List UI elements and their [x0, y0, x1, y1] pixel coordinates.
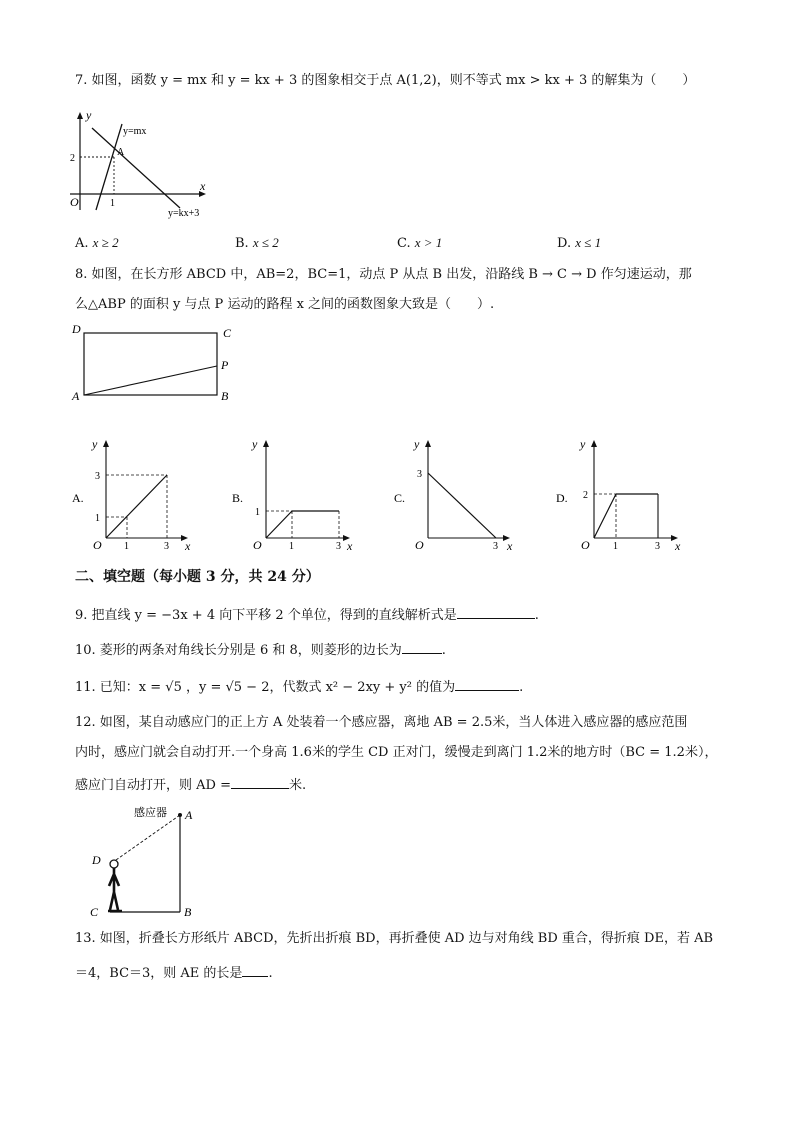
q13-text: ＝4，BC＝3，则 AE 的长是 — [75, 966, 243, 981]
q13-answer-blank[interactable] — [242, 963, 268, 977]
y-label: y — [92, 437, 98, 451]
point-b: B — [184, 905, 192, 919]
q10-question — [75, 640, 446, 660]
line-kx3 — [92, 128, 180, 208]
tick-y-1: 1 — [255, 507, 260, 518]
tick-y-3: 3 — [95, 471, 100, 482]
rectangle-abcd — [84, 333, 217, 395]
q12-answer-blank[interactable] — [231, 775, 289, 789]
origin-label: O — [253, 538, 262, 552]
tick-x-1: 1 — [110, 198, 115, 209]
q9-answer-blank[interactable] — [457, 605, 535, 619]
option-key: A. — [72, 491, 84, 505]
q9-text: 9. 把直线 y = −3x + 4 向下平移 2 个单位，得到的直线解析式是 — [75, 608, 457, 623]
option-key: A. — [75, 236, 89, 251]
vertex-b: B — [221, 389, 229, 403]
line-mx-label: y=mx — [123, 126, 147, 137]
q10-text: 10. 菱形的两条对角线长分别是 6 和 8，则菱形的边长为 — [75, 643, 402, 658]
graph-rise — [594, 494, 616, 538]
origin-label: O — [93, 538, 102, 552]
y-label: y — [414, 437, 420, 451]
x-label: x — [507, 539, 513, 553]
q8-question-line1: 8. 如图，在长方形 ABCD 中，AB=2，BC=1，动点 P 从点 B 出发，沿路线 B → C → D 作匀速运动，那 — [75, 267, 692, 282]
student-head — [110, 860, 118, 868]
q9-end: . — [534, 608, 539, 623]
graph-line — [106, 475, 167, 538]
q8-option-b-graph — [232, 436, 362, 554]
tick-y-1: 1 — [95, 513, 100, 524]
point-a-label: A — [117, 147, 125, 158]
vertex-d: D — [72, 322, 81, 336]
q12-question-line3 — [75, 775, 306, 795]
line-kx3-label: y=kx+3 — [168, 208, 200, 219]
point-p: P — [221, 358, 229, 372]
q13-question-line2 — [75, 963, 273, 983]
q12-question-line1: 12. 如图，某自动感应门的正上方 A 处装着一个感应器，离地 AB = 2.5米，当人体进入感应器的感应范围 — [75, 715, 688, 730]
q13-question-line1: 13. 如图，折叠长方形纸片 ABCD，先折出折痕 BD，再折叠使 AD 边与对角线 BD 重合，得折痕 DE，若 AB — [75, 931, 714, 946]
tick-x-1: 1 — [289, 541, 294, 552]
option-value: x ≥ 2 — [92, 235, 119, 250]
point-d: D — [92, 853, 101, 867]
segment-ap — [84, 366, 217, 395]
option-key: B. — [235, 236, 249, 251]
y-axis-arrow — [263, 440, 269, 447]
q7-graph — [70, 110, 210, 220]
tick-y-2: 2 — [70, 153, 75, 164]
option-key: C. — [397, 236, 411, 251]
q12-figure — [88, 800, 218, 920]
q11-text: 11. 已知：x = √5 ，y = √5 − 2，代数式 x² − 2xy + y² 的值为 — [75, 680, 456, 695]
q13-end: . — [268, 966, 273, 981]
q11-question — [75, 677, 523, 697]
option-value: x ≤ 2 — [252, 235, 279, 250]
x-label: x — [675, 539, 681, 553]
y-label: y — [580, 437, 586, 451]
q8-option-d-graph — [556, 436, 686, 554]
option-value: x > 1 — [414, 235, 443, 250]
y-axis-arrow — [591, 440, 597, 447]
y-axis-arrow — [103, 440, 109, 447]
q9-question — [75, 605, 539, 625]
tick-x-3: 3 — [164, 541, 169, 552]
sensor-range-dashed — [116, 815, 180, 860]
graph-rise — [266, 511, 292, 538]
q7-option-d — [557, 235, 601, 251]
q10-end: . — [441, 643, 446, 658]
point-a: A — [185, 808, 193, 822]
q11-answer-blank[interactable] — [455, 677, 519, 691]
q11-end: . — [519, 680, 524, 695]
q7-option-b — [235, 235, 279, 251]
tick-x-1: 1 — [613, 541, 618, 552]
option-value: x ≤ 1 — [575, 235, 602, 250]
option-key: B. — [232, 491, 244, 505]
line-mx — [96, 124, 122, 210]
tick-x-3: 3 — [655, 541, 660, 552]
q8-option-c-graph — [394, 436, 524, 554]
y-axis-arrow — [425, 440, 431, 447]
q12-text: 感应门自动打开，则 AD = — [75, 778, 231, 793]
origin-label: O — [581, 538, 590, 552]
q7-option-a — [75, 235, 119, 251]
sensor-label: 感应器 — [134, 807, 167, 819]
q7-option-c — [397, 235, 442, 251]
option-key: D. — [556, 491, 568, 505]
y-axis-arrow — [77, 112, 83, 119]
origin-label: O — [70, 195, 79, 209]
option-key: D. — [557, 236, 572, 251]
q8-question-line2: 么△ABP 的面积 y 与点 P 运动的路程 x 之间的函数图象大致是（ ）. — [75, 297, 495, 312]
tick-y-3: 3 — [417, 469, 422, 480]
tick-x-1: 1 — [124, 541, 129, 552]
graph-line — [428, 473, 496, 538]
tick-x-3: 3 — [336, 541, 341, 552]
student-body — [109, 868, 119, 910]
q10-answer-blank[interactable] — [402, 640, 442, 654]
point-c: C — [90, 905, 99, 919]
q12-end: 米. — [288, 778, 307, 793]
y-label: y — [252, 437, 258, 451]
vertex-c: C — [223, 326, 232, 340]
q12-question-line2: 内时，感应门就会自动打开.一个身高 1.6米的学生 CD 正对门，缓慢走到离门 1.2米的地方时（BC = 1.2米）， — [75, 745, 718, 760]
origin-label: O — [415, 538, 424, 552]
section-title: 二、填空题（每小题 3 分，共 24 分） — [75, 569, 320, 585]
q8-option-a-graph — [72, 436, 202, 554]
y-label: y — [86, 108, 92, 122]
vertex-a: A — [72, 389, 80, 403]
tick-x-3: 3 — [493, 541, 498, 552]
q8-rectangle-figure — [70, 322, 240, 406]
x-label: x — [200, 179, 206, 193]
option-key: C. — [394, 491, 406, 505]
q7-question-text: 7. 如图，函数 y = mx 和 y = kx + 3 的图象相交于点 A(1,2)，则不等式 mx > kx + 3 的解集为（ ） — [75, 73, 696, 88]
x-label: x — [347, 539, 353, 553]
tick-y-2: 2 — [583, 490, 588, 501]
x-label: x — [185, 539, 191, 553]
